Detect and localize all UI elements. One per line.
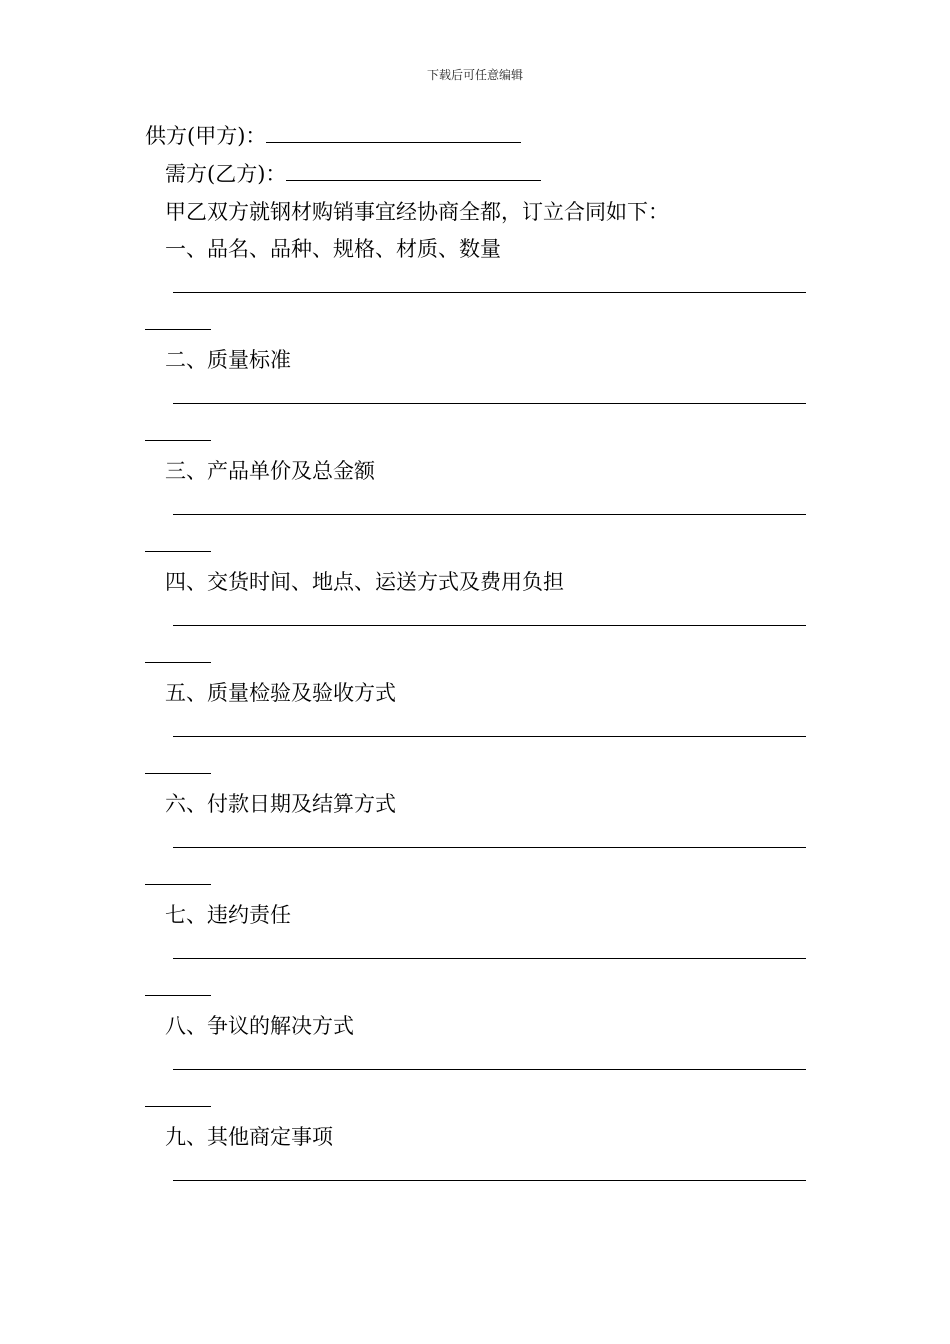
section-fill-line[interactable] bbox=[173, 847, 806, 848]
page-header: 下载后可任意编辑 bbox=[426, 68, 523, 82]
section-fill-line[interactable] bbox=[173, 1069, 806, 1070]
section-fill-line[interactable] bbox=[173, 292, 806, 293]
section-fill-line[interactable] bbox=[173, 514, 806, 515]
section-title: 一、品名、品种、规格、材质、数量 bbox=[165, 237, 501, 261]
section-fill-line-continuation[interactable] bbox=[145, 440, 211, 441]
section-fill-line[interactable] bbox=[173, 958, 806, 959]
section-fill-line-continuation[interactable] bbox=[145, 551, 211, 552]
section-fill-line-continuation[interactable] bbox=[145, 995, 211, 996]
section-title: 六、付款日期及结算方式 bbox=[165, 792, 396, 816]
section-title: 五、质量检验及验收方式 bbox=[165, 681, 396, 705]
party-a-blank[interactable] bbox=[266, 122, 521, 143]
section-title: 三、产品单价及总金额 bbox=[165, 459, 375, 483]
section-fill-line-continuation[interactable] bbox=[145, 329, 211, 330]
section-fill-line-continuation[interactable] bbox=[145, 884, 211, 885]
party-a-line bbox=[145, 122, 521, 149]
section-fill-line-continuation[interactable] bbox=[145, 662, 211, 663]
party-b-line bbox=[165, 160, 541, 187]
section-fill-line-continuation[interactable] bbox=[145, 773, 211, 774]
section-fill-line-continuation[interactable] bbox=[145, 1106, 211, 1107]
section-title: 四、交货时间、地点、运送方式及费用负担 bbox=[165, 570, 564, 594]
section-fill-line[interactable] bbox=[173, 403, 806, 404]
section-title: 九、其他商定事项 bbox=[165, 1125, 333, 1149]
section-fill-line[interactable] bbox=[173, 736, 806, 737]
section-title: 二、质量标准 bbox=[165, 348, 291, 372]
section-fill-line[interactable] bbox=[173, 625, 806, 626]
section-fill-line[interactable] bbox=[173, 1180, 806, 1181]
party-b-label: 需方(乙方)： bbox=[165, 162, 287, 186]
section-title: 七、违约责任 bbox=[165, 903, 291, 927]
party-a-label: 供方(甲方)： bbox=[145, 124, 267, 148]
party-b-blank[interactable] bbox=[286, 160, 541, 181]
intro-text: 甲乙双方就钢材购销事宜经协商全都，订立合同如下： bbox=[165, 200, 669, 224]
section-title: 八、争议的解决方式 bbox=[165, 1014, 354, 1038]
